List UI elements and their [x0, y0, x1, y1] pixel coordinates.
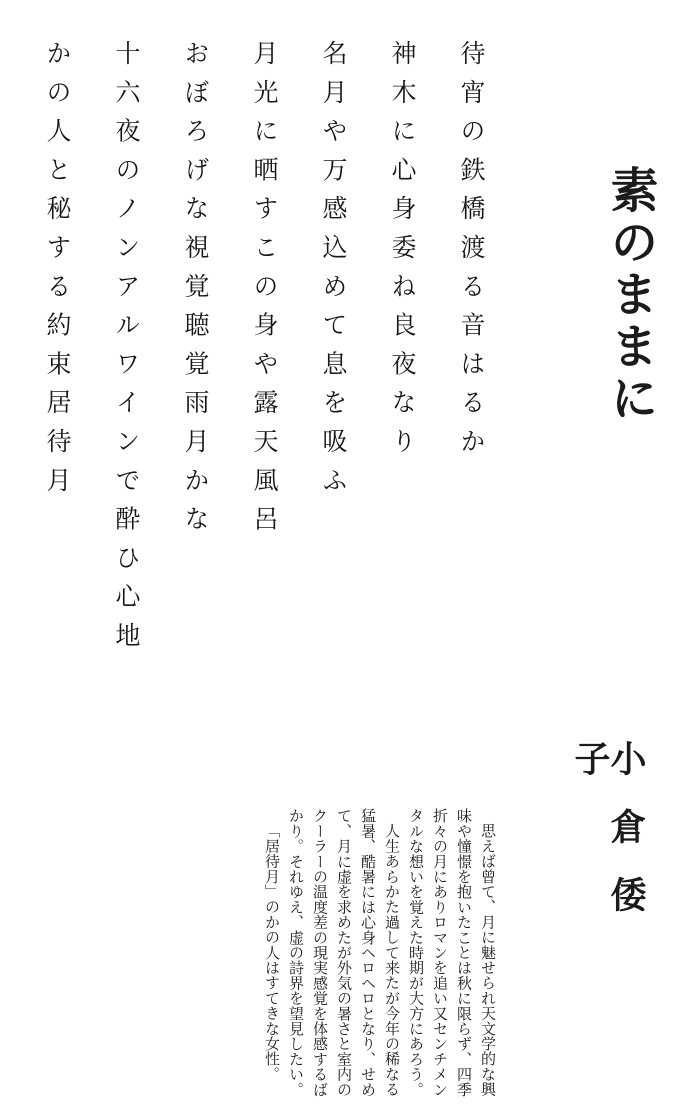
haiku-line: 名月や万感込めて息を吸ふ: [319, 40, 348, 506]
page-title: 素のままに: [602, 165, 658, 425]
haiku-column-block: [36, 40, 506, 720]
haiku-line: 神木に心身委ね良夜なり: [388, 40, 417, 467]
haiku-line: 月光に晒すこの身や露天風呂: [250, 40, 279, 545]
haiku-line: かの人と秘する約束居待月: [43, 40, 72, 506]
author-name: 小倉倭子: [569, 740, 647, 944]
haiku-line: 十六夜のノンアルワインで酔ひ心地: [112, 40, 141, 661]
haiku-line: おぼろげな視覚聴覚雨月かな: [181, 40, 210, 545]
essay-paragraph: 思えば曾て、月に魅せられ天文学的な興味や憧憬を抱いたことは秋に限らず、四季折々の月にありロマンを追い又センチメンタルな想いを覚えた時期が大方にあろう。: [407, 808, 497, 1097]
haiku-line: 待宵の鉄橋渡る音はるか: [457, 40, 486, 467]
essay-paragraph: 人生あらかた過して来たが今年の稀なる猛暑、酷暑には心身ヘロヘロとなり、せめて、月に虚を求めたが外気の暑さと室内のクーラーの温度差の現実感覚を体感するばかり。それゆえ、虚の詩界を望見したい。: [287, 808, 401, 1097]
essay-paragraph: 「居待月」のかの人はすてきな女性。: [263, 823, 281, 1082]
essay-block: [200, 808, 500, 1102]
